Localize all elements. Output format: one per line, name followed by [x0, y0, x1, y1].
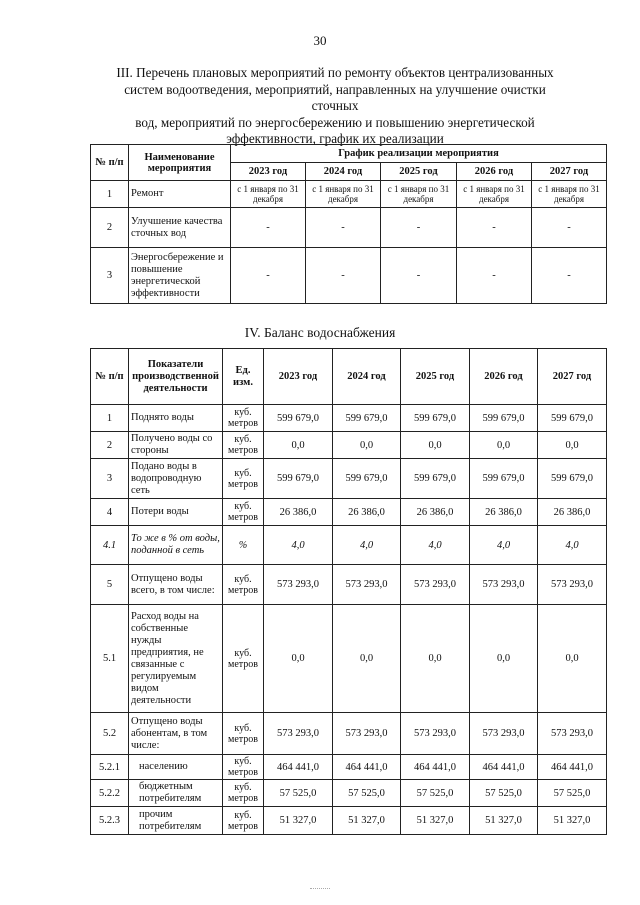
unit-cell: куб. метров	[223, 713, 264, 755]
table-row	[91, 499, 607, 526]
header-year: 2027 год	[532, 163, 607, 181]
header-unit: Ед. изм.	[223, 349, 264, 405]
value-cell: 57 525,0	[470, 780, 538, 807]
value-cell: 599 679,0	[470, 405, 538, 432]
value-cell: 599 679,0	[264, 459, 333, 499]
indicator-name: прочим потребителям	[129, 807, 223, 835]
header-indicator: Показатели производственной деятельности	[129, 349, 223, 405]
value-cell: 573 293,0	[470, 565, 538, 605]
header-num: № п/п	[91, 349, 129, 405]
section4-title: IV. Баланс водоснабжения	[244, 325, 396, 340]
value-cell: 26 386,0	[264, 499, 333, 526]
event-name: Ремонт	[129, 181, 231, 208]
table-row	[91, 565, 607, 605]
section3-title-line: вод, мероприятий по энергосбережению и повышению энергетической	[135, 114, 535, 130]
schedule-cell: с 1 января по 31 декабря	[457, 181, 532, 208]
value-cell: 573 293,0	[538, 713, 607, 755]
value-cell: 26 386,0	[333, 499, 401, 526]
row-num: 3	[91, 248, 129, 304]
schedule-cell: -	[532, 208, 607, 248]
value-cell: 57 525,0	[333, 780, 401, 807]
value-cell: 464 441,0	[401, 755, 470, 780]
value-cell: 0,0	[470, 432, 538, 459]
table-row	[91, 248, 607, 304]
value-cell: 599 679,0	[470, 459, 538, 499]
schedule-cell: -	[532, 248, 607, 304]
row-num: 5.2.1	[91, 755, 129, 780]
row-num: 5.2	[91, 713, 129, 755]
row-num: 5	[91, 565, 129, 605]
indicator-name: Потери воды	[129, 499, 223, 526]
table-row	[91, 807, 607, 835]
indicator-name: бюджетным потребителям	[129, 780, 223, 807]
table-row	[91, 208, 607, 248]
value-cell: 464 441,0	[538, 755, 607, 780]
value-cell: 4,0	[264, 526, 333, 565]
unit-cell: куб. метров	[223, 605, 264, 713]
value-cell: 51 327,0	[401, 807, 470, 835]
unit-cell: куб. метров	[223, 780, 264, 807]
schedule-cell: -	[306, 208, 381, 248]
value-cell: 573 293,0	[264, 565, 333, 605]
indicator-name: Поднято воды	[129, 405, 223, 432]
value-cell: 0,0	[401, 432, 470, 459]
row-num: 2	[91, 208, 129, 248]
schedule-cell: -	[231, 208, 306, 248]
schedule-cell: -	[231, 248, 306, 304]
value-cell: 51 327,0	[538, 807, 607, 835]
schedule-cell: с 1 января по 31 декабря	[231, 181, 306, 208]
header-year: 2024 год	[333, 349, 401, 405]
value-cell: 51 327,0	[333, 807, 401, 835]
row-num: 3	[91, 459, 129, 499]
value-cell: 26 386,0	[538, 499, 607, 526]
table-row	[91, 432, 607, 459]
unit-cell: куб. метров	[223, 459, 264, 499]
schedule-cell: с 1 января по 31 декабря	[306, 181, 381, 208]
value-cell: 0,0	[538, 605, 607, 713]
indicator-name: населению	[129, 755, 223, 780]
header-schedule: График реализации мероприятия	[231, 145, 607, 163]
value-cell: 0,0	[333, 432, 401, 459]
row-num: 5.2.2	[91, 780, 129, 807]
row-num: 4	[91, 499, 129, 526]
header-year: 2027 год	[538, 349, 607, 405]
value-cell: 599 679,0	[333, 459, 401, 499]
schedule-cell: -	[457, 208, 532, 248]
section3-title-line: III. Перечень плановых мероприятий по ремонту объектов централизованных	[116, 65, 554, 80]
value-cell: 0,0	[264, 605, 333, 713]
header-year: 2024 год	[306, 163, 381, 181]
value-cell: 599 679,0	[264, 405, 333, 432]
value-cell: 464 441,0	[470, 755, 538, 780]
section3-title-line: эффективности, график их реализации	[226, 131, 444, 146]
value-cell: 573 293,0	[401, 565, 470, 605]
value-cell: 51 327,0	[264, 807, 333, 835]
value-cell: 0,0	[264, 432, 333, 459]
table-row	[91, 405, 607, 432]
header-year: 2025 год	[381, 163, 457, 181]
value-cell: 573 293,0	[333, 713, 401, 755]
indicator-name: Отпущено воды абонентам, в том числе:	[129, 713, 223, 755]
value-cell: 573 293,0	[401, 713, 470, 755]
value-cell: 4,0	[333, 526, 401, 565]
row-num: 2	[91, 432, 129, 459]
value-cell: 4,0	[470, 526, 538, 565]
section3-title-line: систем водоотведения, мероприятий, направленных на улучшение очистки сточных	[124, 81, 546, 113]
table-row	[91, 459, 607, 499]
value-cell: 57 525,0	[401, 780, 470, 807]
value-cell: 464 441,0	[333, 755, 401, 780]
schedule-cell: -	[381, 248, 457, 304]
value-cell: 51 327,0	[470, 807, 538, 835]
unit-cell: %	[223, 526, 264, 565]
water-balance-table	[90, 348, 607, 835]
table-row	[91, 526, 607, 565]
value-cell: 57 525,0	[538, 780, 607, 807]
schedule-cell: -	[457, 248, 532, 304]
value-cell: 599 679,0	[538, 405, 607, 432]
indicator-name: Получено воды со стороны	[129, 432, 223, 459]
value-cell: 573 293,0	[264, 713, 333, 755]
row-num: 1	[91, 405, 129, 432]
row-num: 1	[91, 181, 129, 208]
unit-cell: куб. метров	[223, 405, 264, 432]
event-name: Энергосбережение и повышение энергетической эффективности	[129, 248, 231, 304]
value-cell: 26 386,0	[470, 499, 538, 526]
value-cell: 4,0	[538, 526, 607, 565]
schedule-cell: -	[306, 248, 381, 304]
header-year: 2026 год	[470, 349, 538, 405]
value-cell: 464 441,0	[264, 755, 333, 780]
row-num: 5.1	[91, 605, 129, 713]
value-cell: 573 293,0	[538, 565, 607, 605]
value-cell: 573 293,0	[333, 565, 401, 605]
unit-cell: куб. метров	[223, 807, 264, 835]
header-num: № п/п	[91, 145, 129, 181]
value-cell: 599 679,0	[333, 405, 401, 432]
header-year: 2026 год	[457, 163, 532, 181]
event-name: Улучшение качества сточных вод	[129, 208, 231, 248]
header-year: 2023 год	[264, 349, 333, 405]
table-row	[91, 605, 607, 713]
section3-title	[100, 65, 570, 148]
page-number: 30	[313, 33, 327, 48]
value-cell: 0,0	[401, 605, 470, 713]
row-num: 4.1	[91, 526, 129, 565]
table-row	[91, 713, 607, 755]
table-row	[91, 181, 607, 208]
unit-cell: куб. метров	[223, 565, 264, 605]
indicator-name: Расход воды на собственные нужды предприятия, не связанные с регулируемым видом деятельности	[129, 605, 223, 713]
value-cell: 0,0	[470, 605, 538, 713]
events-schedule-table	[90, 144, 607, 304]
value-cell: 0,0	[538, 432, 607, 459]
schedule-cell: с 1 января по 31 декабря	[532, 181, 607, 208]
indicator-name: Подано воды в водопроводную сеть	[129, 459, 223, 499]
value-cell: 26 386,0	[401, 499, 470, 526]
footer-mark	[310, 888, 330, 892]
value-cell: 599 679,0	[401, 405, 470, 432]
table-row	[91, 780, 607, 807]
unit-cell: куб. метров	[223, 755, 264, 780]
schedule-cell: -	[381, 208, 457, 248]
value-cell: 4,0	[401, 526, 470, 565]
schedule-cell: с 1 января по 31 декабря	[381, 181, 457, 208]
unit-cell: куб. метров	[223, 499, 264, 526]
value-cell: 573 293,0	[470, 713, 538, 755]
value-cell: 57 525,0	[264, 780, 333, 807]
table-row	[91, 755, 607, 780]
header-year: 2023 год	[231, 163, 306, 181]
indicator-name: То же в % от воды, поданной в сеть	[129, 526, 223, 565]
value-cell: 599 679,0	[401, 459, 470, 499]
value-cell: 599 679,0	[538, 459, 607, 499]
header-event-name: Наименование мероприятия	[129, 145, 231, 181]
indicator-name: Отпущено воды всего, в том числе:	[129, 565, 223, 605]
value-cell: 0,0	[333, 605, 401, 713]
header-year: 2025 год	[401, 349, 470, 405]
unit-cell: куб. метров	[223, 432, 264, 459]
row-num: 5.2.3	[91, 807, 129, 835]
